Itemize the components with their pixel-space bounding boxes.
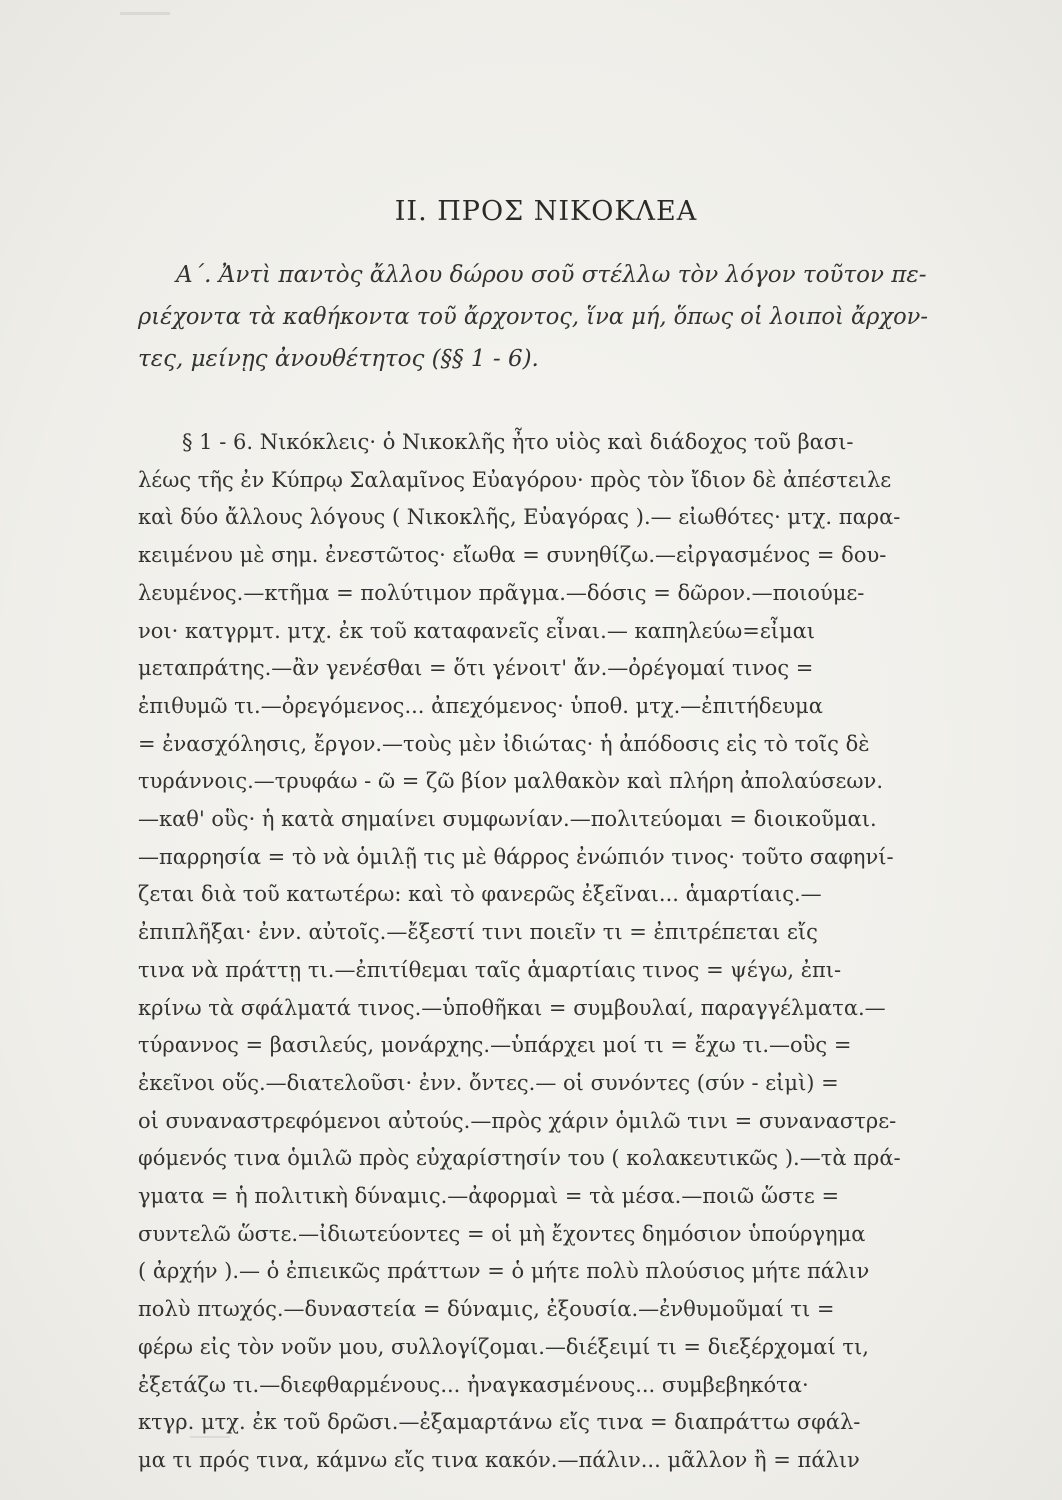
- commentary-line: φέρω εἰς τὸν νοῦν μου, συλλογίζομαι.—διέξειμί τι = διεξέρχομαί τι,: [138, 1334, 869, 1359]
- commentary-line: τύραννος = βασιλεύς, μονάρχης.—ὑπάρχει μοί τι = ἔχω τι.—οὓς =: [138, 1033, 852, 1058]
- commentary-line: μα τι πρός τινα, κάμνω εἴς τινα κακόν.—πάλιν... μᾶλλον ἢ = πάλιν: [138, 1447, 860, 1472]
- commentary-line: ( ἀρχήν ).— ὁ ἐπιεικῶς πράττων = ὁ μήτε πολὺ πλούσιος μήτε πάλιν: [138, 1259, 870, 1284]
- commentary-line: ἐπιπλῆξαι· ἐνν. αὐτοῖς.—ἔξεστί τινι ποιεῖν τι = ἐπιτρέπεται εἴς: [138, 920, 818, 945]
- commentary-line: φόμενός τινα ὁμιλῶ πρὸς εὐχαρίστησίν του ( κολακευτικῶς ).—τὰ πρά-: [138, 1146, 901, 1171]
- commentary-line: —καθ' οὓς· ἡ κατὰ σημαίνει συμφωνίαν.—πολιτεύομαι = διοικοῦμαι.: [138, 807, 877, 832]
- commentary-line: ζεται διὰ τοῦ κατωτέρω: καὶ τὸ φανερῶς ἐξεῖναι... ἁμαρτίαις.—: [138, 882, 822, 907]
- commentary-line: ἐξετάζω τι.—διεφθαρμένους... ἠναγκασμένους... συμβεβηκότα·: [138, 1372, 809, 1397]
- commentary-line: τυράννοις.—τρυφάω - ῶ = ζῶ βίον μαλθακὸν καὶ πλήρη ἀπολαύσεων.: [138, 769, 883, 794]
- commentary-line: οἱ συναναστρεφόμενοι αὐτούς.—πρὸς χάριν ὁμιλῶ τινι = συναναστρε-: [138, 1108, 897, 1133]
- summary-line: Α΄. Ἀντὶ παντὸς ἄλλου δώρου σοῦ στέλλω τὸν λόγον τοῦτον πε-: [176, 262, 927, 288]
- commentary-line: καὶ δύο ἄλλους λόγους ( Νικοκλῆς, Εὐαγόρας ).— εἰωθότες· μτχ. παρα-: [138, 505, 901, 530]
- commentary-text: [138, 424, 938, 1480]
- commentary-line: τινα νὰ πράττῃ τι.—ἐπιτίθεμαι ταῖς ἁμαρτίαις τινος = ψέγω, ἐπι-: [138, 957, 842, 982]
- commentary-line: συντελῶ ὥστε.—ἰδιωτεύοντες = οἱ μὴ ἔχοντες δημόσιον ὑπούργημα: [138, 1221, 866, 1246]
- commentary-line: νοι· κατγρμτ. μτχ. ἐκ τοῦ καταφανεῖς εἶναι.— καπηλεύω=εἶμαι: [138, 618, 816, 643]
- commentary-line: λευμένος.—κτῆμα = πολύτιμον πρᾶγμα.—δόσις = δῶρον.—ποιούμε-: [138, 580, 865, 605]
- commentary-line: γματα = ἡ πολιτικὴ δύναμις.—ἀφορμαὶ = τὰ μέσα.—ποιῶ ὥστε =: [138, 1184, 840, 1209]
- scan-mark-top: [120, 12, 170, 15]
- scan-mark-bottom: [190, 1436, 230, 1438]
- chapter-summary: [138, 254, 928, 380]
- summary-line: τες, μείνῃς ἀνουθέτητος (§§ 1 - 6).: [138, 346, 539, 372]
- commentary-line: πολὺ πτωχός.—δυναστεία = δύναμις, ἐξουσία.—ἐνθυμοῦμαί τι =: [138, 1297, 835, 1322]
- commentary-line: μεταπράτης.—ἂν γενέσθαι = ὅτι γένοιτ' ἄν.—ὀρέγομαί τινος =: [138, 656, 814, 681]
- commentary-line: κειμένου μὲ σημ. ἐνεστῶτος· εἴωθα = συνηθίζω.—εἰργασμένος = δου-: [138, 543, 887, 568]
- commentary-line: κρίνω τὰ σφάλματά τινος.—ὑποθῆκαι = συμβουλαί, παραγγέλματα.—: [138, 995, 886, 1020]
- commentary-line: ἐκεῖνοι οὕς.—διατελοῦσι· ἐνν. ὄντες.— οἱ συνόντες (σύν - εἰμὶ) =: [138, 1070, 839, 1095]
- commentary-line: λέως τῆς ἐν Κύπρῳ Σαλαμῖνος Εὐαγόρου· πρὸς τὸν ἴδιον δὲ ἀπέστειλε: [138, 467, 892, 492]
- chapter-title: II. ΠΡΟΣ ΝΙΚΟΚΛΕΑ: [394, 196, 698, 227]
- summary-line: ριέχοντα τὰ καθήκοντα τοῦ ἄρχοντος, ἵνα μή, ὅπως οἱ λοιποὶ ἄρχον-: [138, 304, 928, 330]
- commentary-line: = ἐνασχόλησις, ἔργον.—τοὺς μὲν ἰδιώτας· ἡ ἀπόδοσις εἰς τὸ τοῖς δὲ: [138, 731, 870, 756]
- commentary-line: ἐπιθυμῶ τι.—ὀρεγόμενος... ἀπεχόμενος· ὑποθ. μτχ.—ἐπιτήδευμα: [138, 693, 823, 718]
- commentary-line: —παρρησία = τὸ νὰ ὁμιλῇ τις μὲ θάρρος ἐνώπιόν τινος· τοῦτο σαφηνί-: [138, 844, 894, 869]
- commentary-line: κτγρ. μτχ. ἐκ τοῦ δρῶσι.—ἐξαμαρτάνω εἴς τινα = διαπράττω σφάλ-: [138, 1410, 861, 1435]
- commentary-line: § 1 - 6. Νικόκλεις· ὁ Νικοκλῆς ἦτο υἱὸς καὶ διάδοχος τοῦ βασι-: [182, 430, 854, 454]
